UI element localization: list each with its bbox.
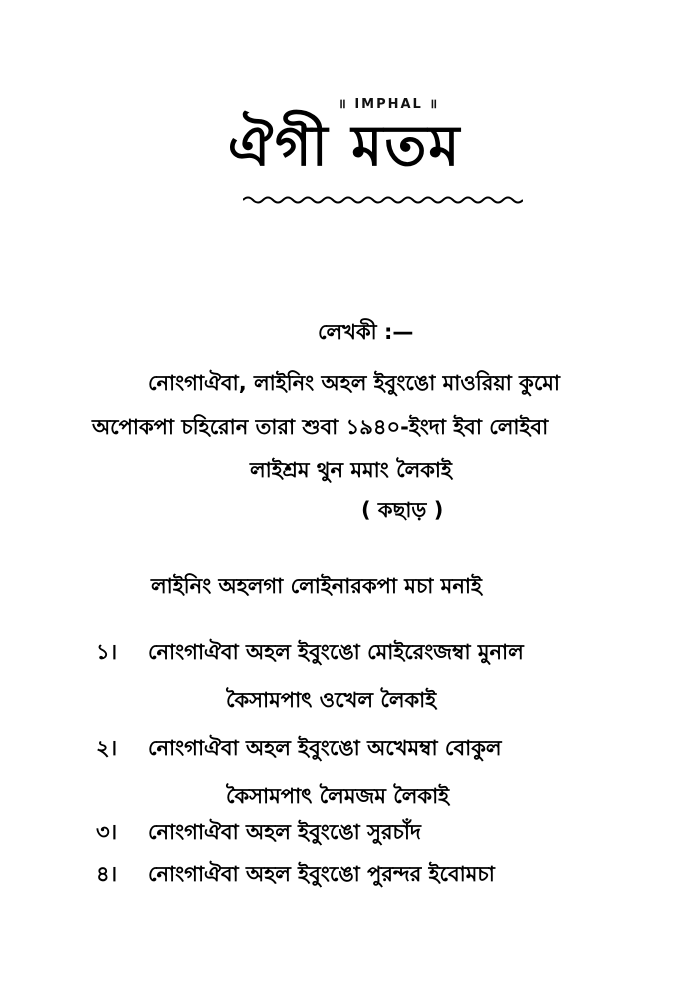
author-line-1: নোংগাঐবা, লাইনিং অহল ইবুংঙো মাওরিয়া কুমো [148,371,561,395]
author-label: লেখকী :— [318,320,414,344]
list-heading: লাইনিং অহলগা লোইনারকপা মচা মনাই [151,574,482,598]
list-item-line1: নোংগাঐবা অহল ইবুংঙো মোইরেংজম্বা মুনাল [148,640,524,664]
list-item-number: ৩। [96,820,118,844]
list-item-line1: নোংগাঐবা অহল ইবুংঙো সুরচাঁদ [148,820,421,844]
list-item-number: ১। [96,640,118,664]
book-title: ঐগী মতম [228,114,462,179]
author-line-2: অপোকপা চহিরোন তারা শুবা ১৯৪০-ইংদা ইবা লোইবা [92,415,549,439]
title-underline [243,192,523,206]
list-item-line2: কৈসামপাৎ ওখেল লৈকাই [226,688,437,712]
list-item-number: ২। [96,736,118,760]
list-item-line1: নোংগাঐবা অহল ইবুংঙো পুরন্দর ইবোমচা [148,862,495,886]
author-place: ( কছাড় ) [361,498,444,522]
imphal-stamp: ॥ IMPHAL ॥ [338,97,440,112]
author-line-3: লাইশ্রম থুন মমাং লৈকাই [250,458,452,482]
list-item-line1: নোংগাঐবা অহল ইবুংঙো অখেমম্বা বোকুল [148,736,502,760]
list-item-line2: কৈসামপাৎ লৈমজম লৈকাই [226,784,450,808]
list-item-number: ৪। [96,862,118,886]
